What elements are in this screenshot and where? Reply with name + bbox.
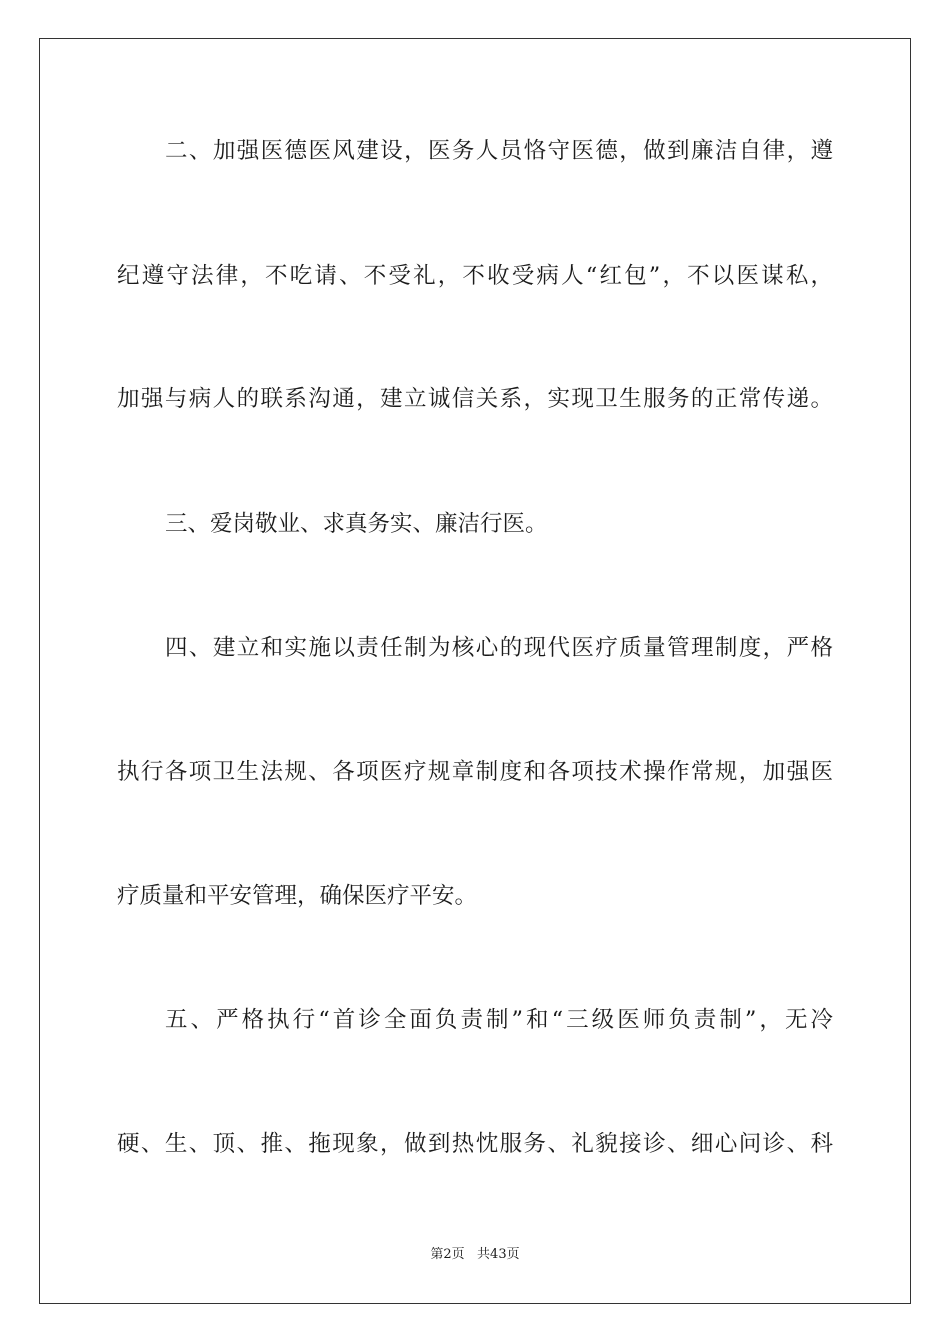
- paragraph-4-line-1: 四、建立和实施以责任制为核心的现代医疗质量管理制度，严格: [165, 635, 833, 661]
- page-number-footer: 第2页 共43页: [430, 1247, 520, 1262]
- paragraph-3-line-1: 三、爱岗敬业、求真务实、廉洁行医。: [165, 511, 548, 537]
- paragraph-4-line-3: 疗质量和平安管理，确保医疗平安。: [117, 883, 478, 909]
- paragraph-4-line-2: 执行各项卫生法规、各项医疗规章制度和各项技术操作常规，加强医: [117, 759, 833, 785]
- paragraph-2-line-3: 加强与病人的联系沟通，建立诚信关系，实现卫生服务的正常传递。: [117, 386, 833, 412]
- paragraph-5-line-1: 五、严格执行“首诊全面负责制”和“三级医师负责制”，无冷: [165, 1007, 833, 1033]
- paragraph-5-line-2: 硬、生、顶、推、拖现象，做到热忱服务、礼貌接诊、细心问诊、科: [117, 1131, 833, 1157]
- paragraph-2-line-1: 二、加强医德医风建设，医务人员恪守医德，做到廉洁自律，遵: [165, 138, 833, 164]
- paragraph-2-line-2: 纪遵守法律，不吃请、不受礼，不收受病人“红包”，不以医谋私，: [117, 263, 833, 289]
- page-border: [39, 38, 911, 1304]
